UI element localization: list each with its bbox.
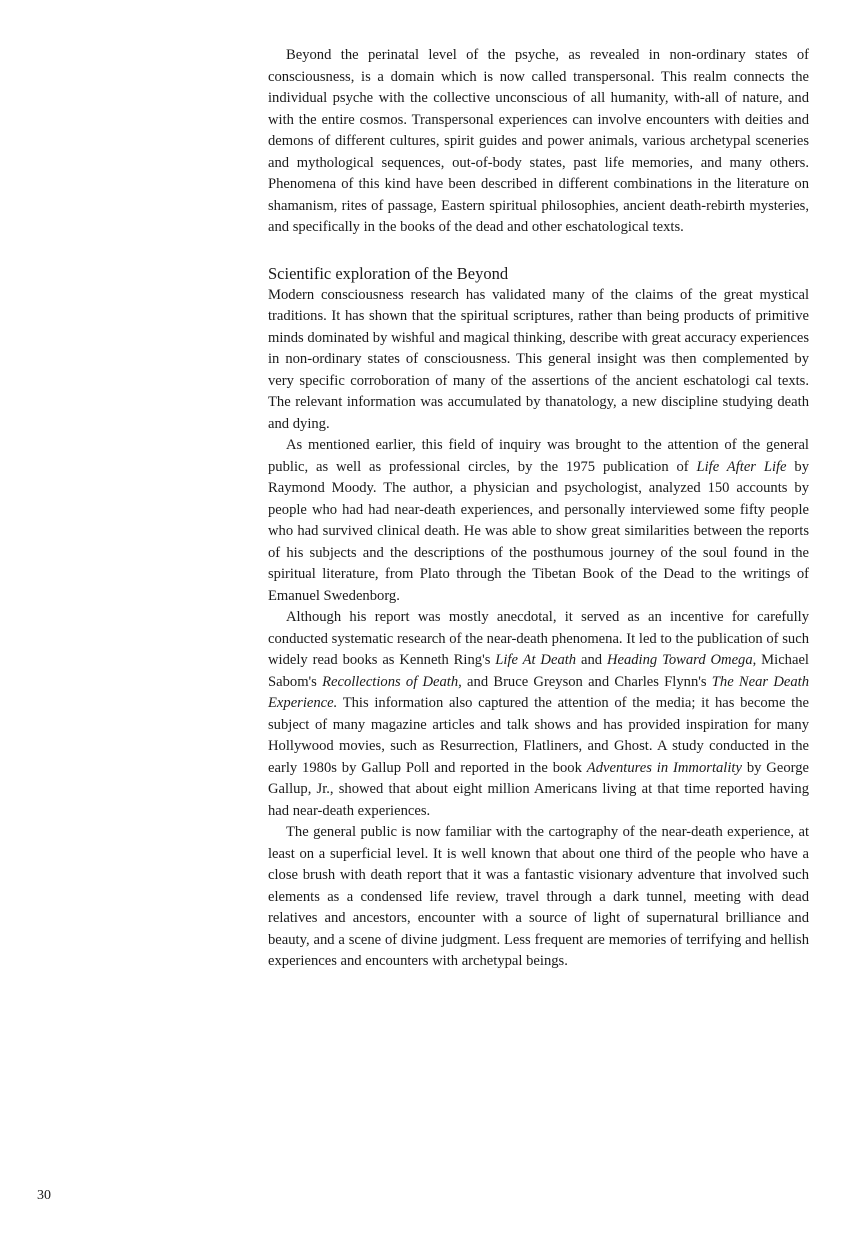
paragraph-moody bbox=[268, 435, 809, 607]
paragraph-books-text-b: and bbox=[576, 652, 607, 668]
book-title-near-death-experience: The Near Death Experience. bbox=[268, 673, 809, 711]
paragraph-transpersonal: Beyond the perinatal level of the psyche, as revealed in non-ordinary states of consciousness, is a domain which is now called transpersonal. This realm connects the individual psyche with the collective unconscious of all humanity, with-all of nature, and with the entire cosmos. Transpersonal experiences can involve encounters with deities and demons of different cultures, spirit guides and power animals, various archetypal sceneries and mythological sequences, out-of-body states, past life memories, and many others. Phenomena of this kind have been described in different combinations in the literature on shamanism, rites of passage, Eastern spiritual philosophies, ancient death-rebirth mysteries, and specifically in the books of the dead and other eschatological texts. bbox=[268, 47, 809, 235]
section-heading: Scientific exploration of the Beyond bbox=[268, 263, 509, 283]
book-title-life-after-life: Life After Life bbox=[696, 458, 787, 475]
paragraph-books-text-c: , Michael Sabom's bbox=[268, 652, 809, 690]
page-number: 30 bbox=[37, 1188, 51, 1203]
paragraph-research-books bbox=[268, 607, 809, 822]
text-column bbox=[268, 45, 809, 973]
book-title-adventures-in-immortality: Adventures in Immortality bbox=[586, 759, 742, 776]
book-title-heading-toward-omega: Heading Toward Omega bbox=[606, 652, 753, 668]
paragraph-consciousness-research: Modern consciousness research has validated many of the claims of the great mystical traditions. It has shown that the spiritual scriptures, rather than being products of primitive minds dominated by wishful and magical thinking, describe with great accuracy experiences in non-ordinary states of consciousness. This general insight was then complemented by very specific corroboration of many of the assertions of the ancient eschatologi cal texts. The relevant information was accumulated by thanatology, a new discipline studying death and dying. bbox=[268, 286, 809, 432]
paragraph-books-text-e: This information also captured the attention of the media; it has become the subject of many magazine articles and talk shows and has provided inspiration for many Hollywood movies, such as Resurrection, Flatliners, and Ghost. A study conducted in the early 1980s by Gallup Poll and reported in the book bbox=[268, 695, 809, 776]
paragraph-books-text-d: and Bruce Greyson and Charles Flynn's bbox=[461, 673, 712, 690]
paragraph-cartography: The general public is now familiar with the cartography of the near-death experience, at least on a superficial level. It is well known that about one third of the people who have a close brush with death report that it was a fantastic visionary adventure that involved such elements as a condensed life review, travel through a dark tunnel, meeting with dead relatives and ancestors, encounter with a source of light of supernatural brilliance and beauty, and a scene of divine judgment. Less frequent are memories of terrifying and hellish experiences and encounters with archetypal beings. bbox=[268, 824, 809, 969]
paragraph-books-text-a: Although his report was mostly anecdotal, it served as an incentive for carefully conducted systematic research of the near-death phenomena. It led to the publication of such widely read books as Kenneth Ring's bbox=[268, 609, 809, 668]
paragraph-moody-text-a: As mentioned earlier, this field of inquiry was brought to the attention of the general public, as well as professional circles, by the 1975 publication of bbox=[268, 437, 809, 475]
book-title-recollections-of-death: Recollections of Death, bbox=[322, 673, 462, 690]
book-title-life-at-death: Life At Death bbox=[495, 652, 577, 668]
paragraph-books-text-f: by George Gallup, Jr., showed that about eight million Americans living at that time reported having had near-death experiences. bbox=[268, 759, 809, 819]
paragraph-moody-text-b: by Raymond Moody. The author, a physician and psychologist, analyzed 150 accounts by people who had had near-death experiences, and personally interviewed some fifty people who had survived clinical death. He was able to show great similarities between the reports of his subjects and the descriptions of the posthumous journey of the soul found in the spiritual literature, from Plato through the Tibetan Book of the Dead to the writings of Emanuel Swedenborg. bbox=[268, 458, 809, 604]
